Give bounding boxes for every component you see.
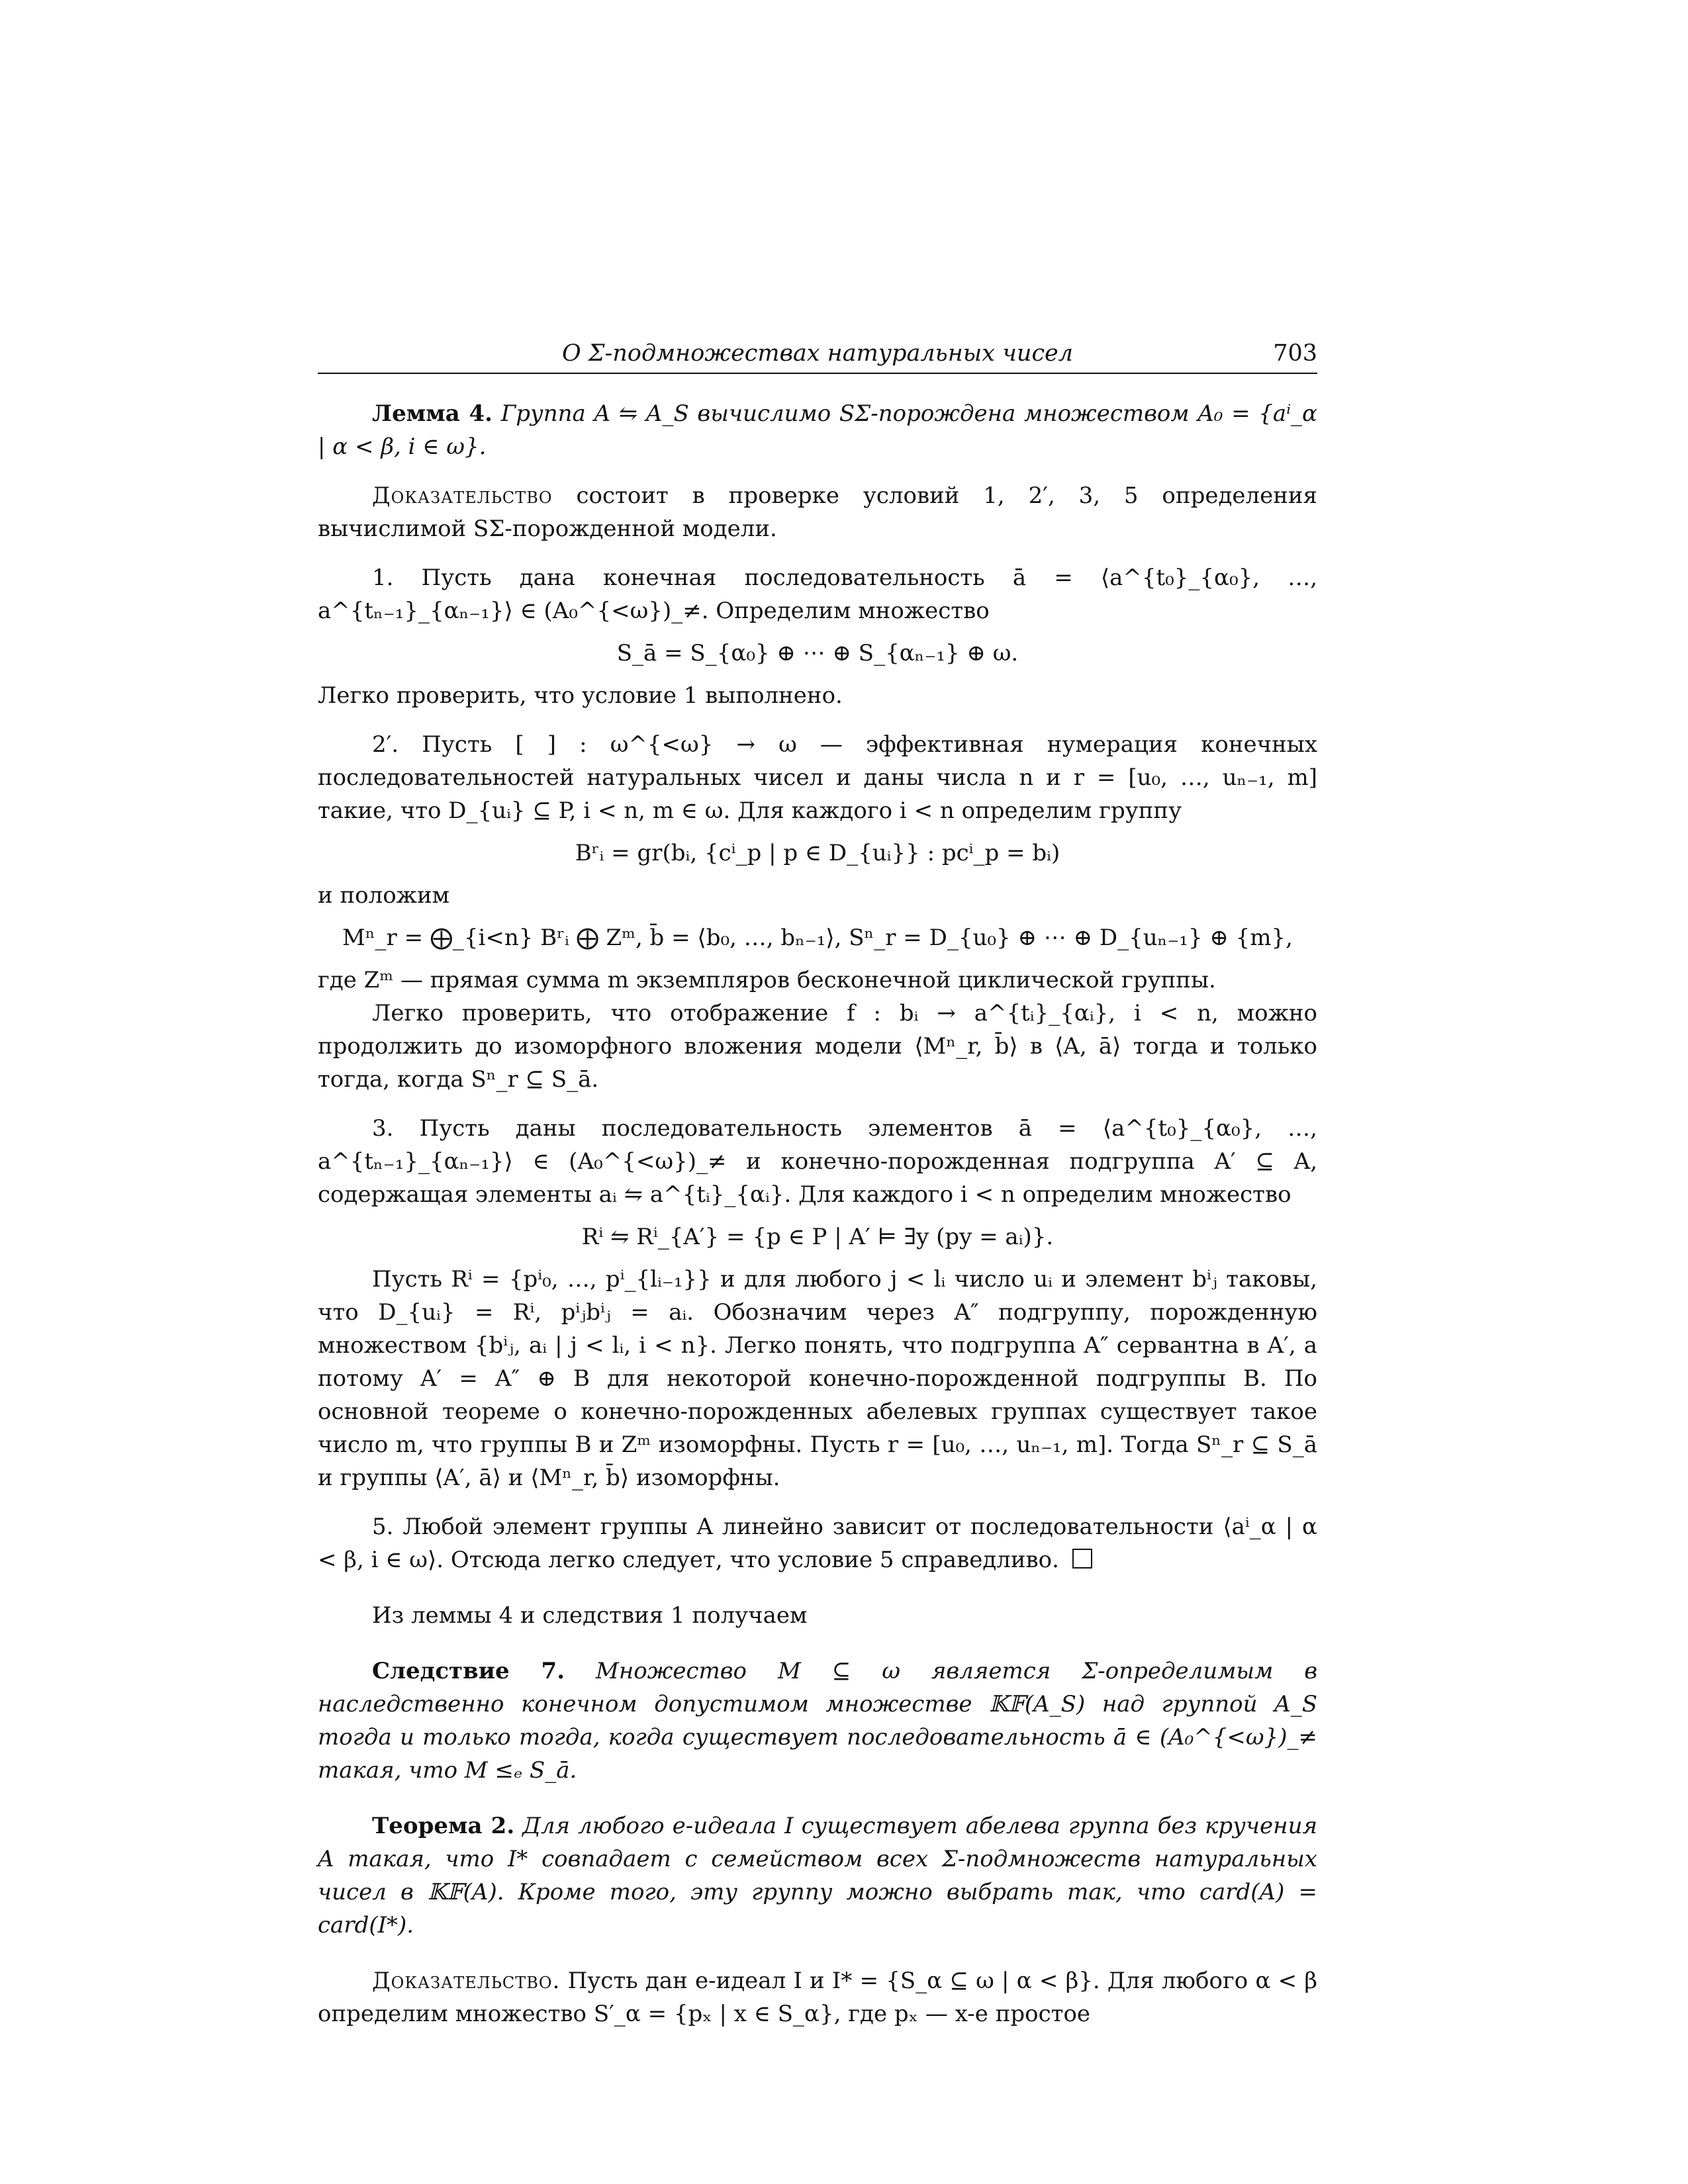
item-2-formula-1: Bʳᵢ = gr(bᵢ, {cⁱ_p | p ∈ D_{uᵢ}} : pcⁱ_p = bᵢ) bbox=[575, 840, 1060, 866]
running-header bbox=[318, 334, 1317, 374]
theorem-2 bbox=[318, 1809, 1317, 1942]
item-3-formula: Rⁱ ⇋ Rⁱ_{A′} = {p ∈ P | A′ ⊨ ∃y (py = aᵢ)}. bbox=[581, 1224, 1054, 1250]
item-2-formula-2: Mⁿ_r = ⨁_{i<n} Bʳᵢ ⨁ Zᵐ, b̄ = ⟨b₀, …, bₙ₋₁⟩, Sⁿ_r = D_{u₀} ⊕ ⋯ ⊕ D_{uₙ₋₁} ⊕ {m}, bbox=[342, 925, 1293, 951]
running-title: О Σ-подмножествах натуральных чисел bbox=[561, 340, 1074, 367]
qed-square-icon bbox=[1072, 1549, 1092, 1569]
item-3-text: 3. Пусть даны последовательность элементов ā = ⟨a^{t₀}_{α₀}, …, a^{tₙ₋₁}_{αₙ₋₁}⟩ ∈ (A₀^{<ω})_≠ и конечно-порожденная подгруппа A′ ⊆ A, содержащая элементы aᵢ ⇋ a^{tᵢ}_{αᵢ}. Для каждого i < n определим множество bbox=[318, 1115, 1317, 1208]
item-1-after: Легко проверить, что условие 1 выполнено. bbox=[318, 682, 843, 709]
proof-2-label: Доказательство. bbox=[372, 1968, 561, 1994]
proof-2-text: Пусть дан e-идеал I и I* = {S_α ⊆ ω | α < β}. Для любого α < β определим множество S′_α = {pₓ | x ∈ S_α}, где pₓ — x-е простое bbox=[318, 1968, 1317, 2027]
theorem-2-label: Теорема 2. bbox=[372, 1813, 515, 1839]
proof-intro-label: Доказательство bbox=[372, 482, 553, 509]
proof-intro bbox=[318, 479, 1317, 545]
lemma-4 bbox=[318, 397, 1317, 463]
item-5 bbox=[318, 1510, 1317, 1576]
lemma-4-text: Группа A ⇋ A_S вычислимо SΣ-порождена множеством A₀ = {aⁱ_α | α < β, i ∈ ω}. bbox=[318, 400, 1317, 460]
item-2-after-2: Легко проверить, что отображение f : bᵢ → a^{tᵢ}_{αᵢ}, i < n, можно продолжить до изоморфного вложения модели ⟨Mⁿ_r, b̄⟩ в ⟨A, ā⟩ тогда и только тогда, когда Sⁿ_r ⊆ S_ā. bbox=[318, 1000, 1317, 1093]
item-3-after: Пусть Rⁱ = {pⁱ₀, …, pⁱ_{lᵢ₋₁}} и для любого j < lᵢ число uᵢ и элемент bⁱⱼ таковы, что D_{uᵢ} = Rⁱ, pⁱⱼbⁱⱼ = aᵢ. Обозначим через A″ подгруппу, порожденную множеством {bⁱⱼ, aᵢ | j < lᵢ, i < n}. Легко понять, что подгруппа A″ сервантна в A′, а потому A′ = A″ ⊕ B для некоторой конечно-порожденной подгруппы B. По основной теореме о конечно-порожденных абелевых группах существует такое число m, что группы B и Zᵐ изоморфны. Пусть r = [u₀, …, uₙ₋₁, m]. Тогда Sⁿ_r ⊆ S_ā и группы ⟨A′, ā⟩ и ⟨Mⁿ_r, b̄⟩ изоморфны. bbox=[318, 1266, 1317, 1491]
item-1-text: 1. Пусть дана конечная последовательность ā = ⟨a^{t₀}_{α₀}, …, a^{tₙ₋₁}_{αₙ₋₁}⟩ ∈ (A₀^{<ω})_≠. Определим множество bbox=[318, 565, 1317, 624]
item-2-after-1: где Zᵐ — прямая сумма m экземпляров бесконечной циклической группы. bbox=[318, 967, 1216, 993]
from-lemma: Из леммы 4 и следствия 1 получаем bbox=[372, 1602, 808, 1629]
lemma-4-label: Лемма 4. bbox=[372, 400, 493, 427]
item-2-text: 2′. Пусть [ ] : ω^{<ω} → ω — эффективная нумерация конечных последовательностей натуральных чисел и даны числа n и r = [u₀, …, uₙ₋₁, m] такие, что D_{uᵢ} ⊆ P, i < n, m ∈ ω. Для каждого i < n определим группу bbox=[318, 731, 1317, 824]
page-number: 703 bbox=[1273, 340, 1317, 367]
proof-2 bbox=[318, 1964, 1317, 2030]
item-2-mid: и положим bbox=[318, 882, 450, 909]
page-body bbox=[318, 397, 1317, 2030]
theorem-2-text: Для любого e-идеала I существует абелева группа без кручения A такая, что I* совпадает с семейством всех Σ-подмножеств натуральных чисел в 𝕂𝔽(A). Кроме того, эту группу можно выбрать так, что card(A) = card(I*). bbox=[318, 1813, 1317, 1938]
proof-intro-text: состоит в проверке условий 1, 2′, 3, 5 определения вычислимой SΣ-порожденной модели. bbox=[318, 482, 1317, 542]
item-5-text: 5. Любой элемент группы A линейно зависит от последовательности ⟨aⁱ_α | α < β, i ∈ ω⟩. Отсюда легко следует, что условие 5 справедливо. bbox=[318, 1514, 1317, 1573]
corollary-7 bbox=[318, 1655, 1317, 1787]
item-1-formula: S_ā = S_{α₀} ⊕ ⋯ ⊕ S_{αₙ₋₁} ⊕ ω. bbox=[616, 640, 1019, 666]
corollary-7-text: Множество M ⊆ ω является Σ-определимым в наследственно конечном допустимом множестве 𝕂𝔽(A_S) над группой A_S тогда и только тогда, когда существует последовательность ā ∈ (A₀^{<ω})_≠ такая, что M ≤ₑ S_ā. bbox=[318, 1658, 1318, 1784]
corollary-7-label: Следствие 7. bbox=[372, 1658, 565, 1684]
